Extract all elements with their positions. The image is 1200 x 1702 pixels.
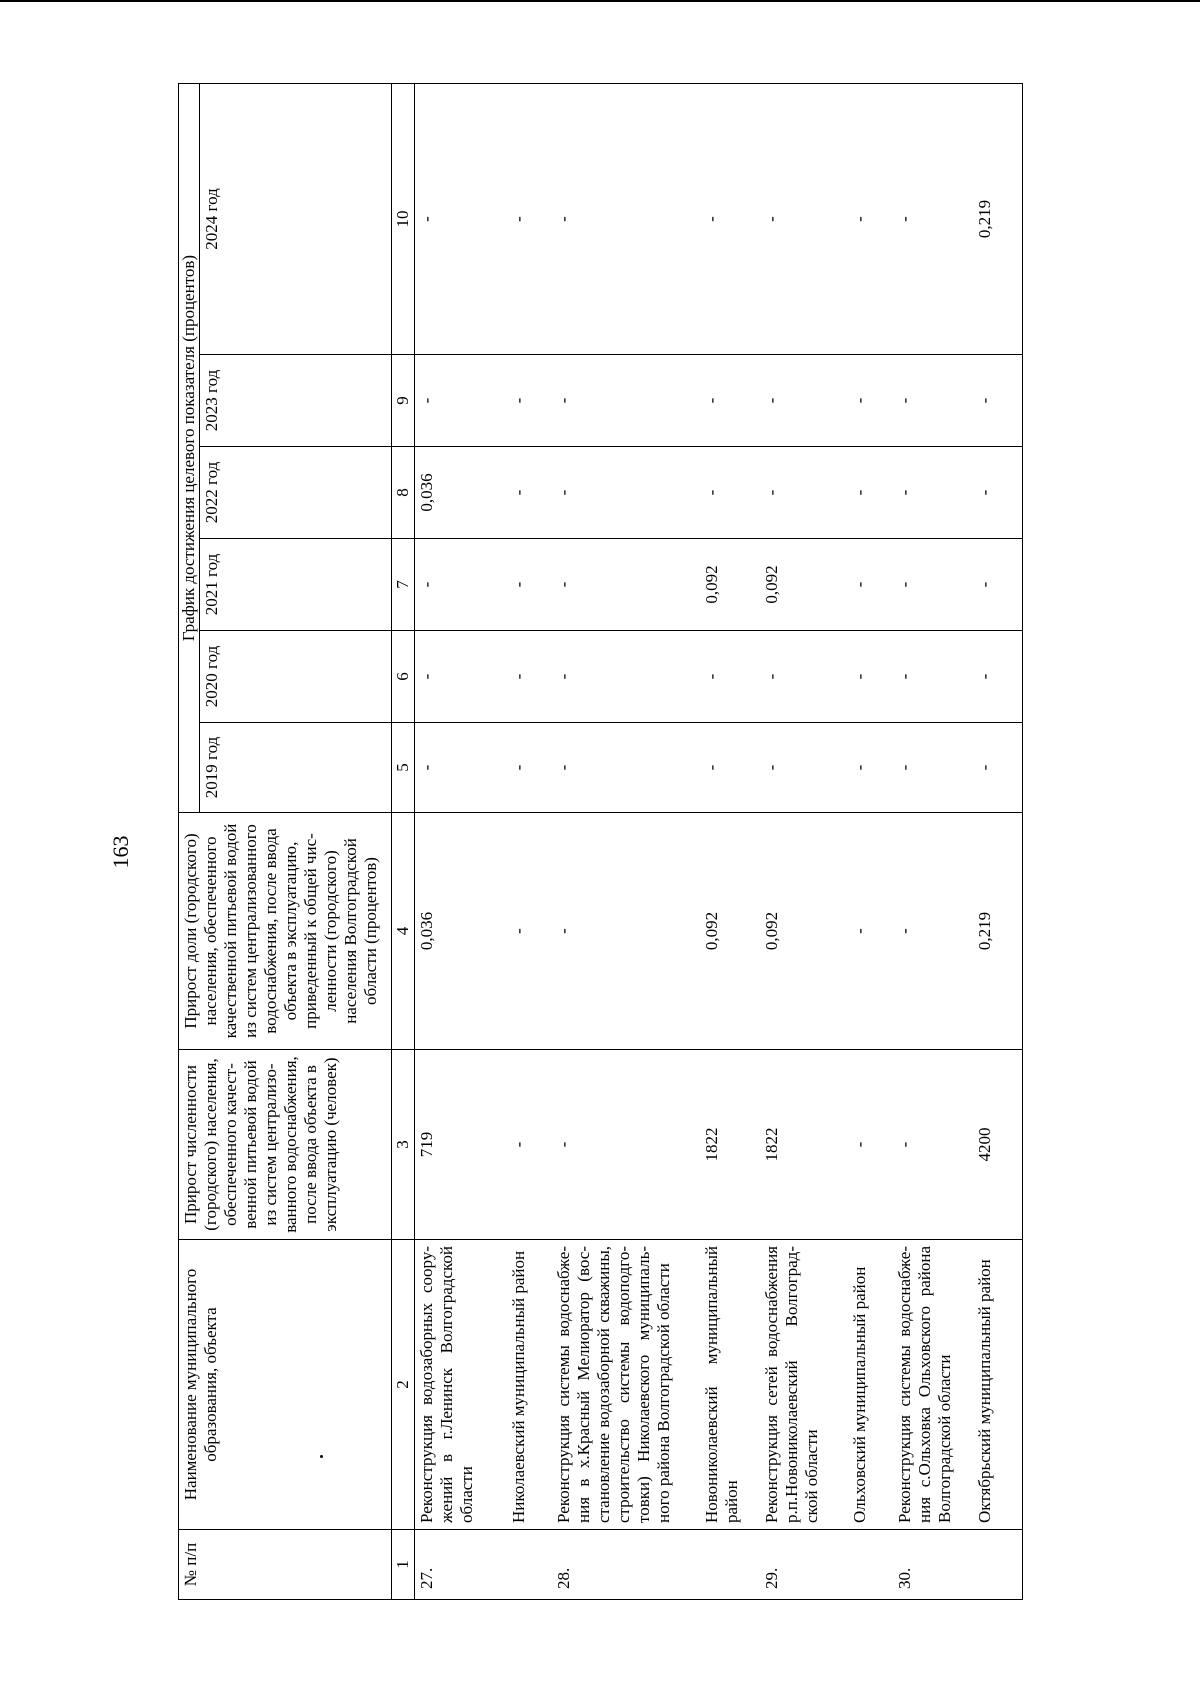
table-row bbox=[760, 83, 848, 1599]
row-number bbox=[507, 1530, 552, 1600]
table-row bbox=[700, 83, 760, 1599]
y2024-value: - bbox=[552, 83, 700, 354]
table-row bbox=[415, 83, 507, 1599]
share-value: 0,092 bbox=[700, 813, 760, 1050]
y2021-value: - bbox=[415, 539, 507, 631]
page-number: 163 bbox=[108, 835, 133, 869]
y2024-value: - bbox=[848, 83, 893, 354]
y2024-value: - bbox=[700, 83, 760, 354]
header-year-2019: 2019 год bbox=[200, 723, 392, 813]
column-number-row bbox=[392, 83, 415, 1599]
column-number: 8 bbox=[392, 447, 415, 539]
header-share: Прирост доли (городского) населения, обеспеченного качественной питьевой водой из систем централизованного водоснабжения, после ввода объекта в эксплуатацию, приведенный к общей чис-ленности (городского) населения Волгоградской области (процентов) bbox=[179, 813, 392, 1050]
y2020-value: - bbox=[415, 631, 507, 723]
header-name: Наименование муниципального образования, объекта bbox=[179, 1240, 392, 1530]
share-value: - bbox=[552, 813, 700, 1050]
y2021-value: 0,092 bbox=[700, 539, 760, 631]
population-value: - bbox=[507, 1050, 552, 1240]
y2024-value: - bbox=[893, 83, 973, 354]
column-number: 9 bbox=[392, 355, 415, 447]
y2023-value: - bbox=[507, 355, 552, 447]
population-value: - bbox=[848, 1050, 893, 1240]
population-value: 1822 bbox=[760, 1050, 848, 1240]
header-schedule: График достижения целевого показателя (процентов) bbox=[179, 83, 200, 812]
object-name: Реконструкция водозаборных соору-жений в г.Ленинск Волгоградской области bbox=[415, 1240, 507, 1530]
row-number: 29. bbox=[760, 1530, 848, 1600]
column-number: 1 bbox=[392, 1530, 415, 1600]
header-year-2024: 2024 год bbox=[200, 83, 392, 354]
y2023-value: - bbox=[552, 355, 700, 447]
y2022-value: - bbox=[893, 447, 973, 539]
y2019-value: - bbox=[893, 723, 973, 813]
y2021-value: 0,092 bbox=[760, 539, 848, 631]
y2024-value: 0,219 bbox=[973, 83, 1023, 354]
district-name: Октябрьский муниципальный район bbox=[973, 1240, 1023, 1530]
y2020-value: - bbox=[700, 631, 760, 723]
share-value: 0,036 bbox=[415, 813, 507, 1050]
population-value: 4200 bbox=[973, 1050, 1023, 1240]
target-indicator-table bbox=[178, 83, 1023, 1600]
y2022-value: - bbox=[973, 447, 1023, 539]
object-name: Реконструкция системы водоснабже-ния в х.Красный Мелиоратор (вос-становление водозаборной скважины, строительство системы водоподго-товки) Николаевского муниципаль-ного района Волгоградской области bbox=[552, 1240, 700, 1530]
y2019-value: - bbox=[760, 723, 848, 813]
y2024-value: - bbox=[415, 83, 507, 354]
header-year-2021: 2021 год bbox=[200, 539, 392, 631]
header-year-2020: 2020 год bbox=[200, 631, 392, 723]
object-name: Реконструкция системы водоснабже-ния с.Ольховка Ольховского района Волгоградской области bbox=[893, 1240, 973, 1530]
column-number: 5 bbox=[392, 723, 415, 813]
row-number bbox=[973, 1530, 1023, 1600]
y2020-value: - bbox=[848, 631, 893, 723]
column-number: 10 bbox=[392, 83, 415, 354]
y2021-value: - bbox=[973, 539, 1023, 631]
table-row bbox=[893, 83, 973, 1599]
header-population: Прирост численности (городского) населения, обеспеченного качест-венной питьевой водой из систем централизо-ванного водоснабжения, после ввода объекта в эксплуатацию (человек) bbox=[179, 1050, 392, 1240]
y2022-value: - bbox=[507, 447, 552, 539]
table-row bbox=[973, 83, 1023, 1599]
row-number bbox=[700, 1530, 760, 1600]
y2023-value: - bbox=[893, 355, 973, 447]
header-year-2022: 2022 год bbox=[200, 447, 392, 539]
y2021-value: - bbox=[507, 539, 552, 631]
y2020-value: - bbox=[973, 631, 1023, 723]
population-value: 1822 bbox=[700, 1050, 760, 1240]
y2022-value: - bbox=[552, 447, 700, 539]
y2023-value: - bbox=[700, 355, 760, 447]
column-number: 4 bbox=[392, 813, 415, 1050]
y2021-value: - bbox=[893, 539, 973, 631]
y2023-value: - bbox=[973, 355, 1023, 447]
y2019-value: - bbox=[700, 723, 760, 813]
y2019-value: - bbox=[552, 723, 700, 813]
y2021-value: - bbox=[848, 539, 893, 631]
y2019-value: - bbox=[507, 723, 552, 813]
share-value: 0,092 bbox=[760, 813, 848, 1050]
share-value: - bbox=[507, 813, 552, 1050]
district-name: Новониколаевский муниципальный район bbox=[700, 1240, 760, 1530]
y2021-value: - bbox=[552, 539, 700, 631]
column-number: 6 bbox=[392, 631, 415, 723]
row-number: 28. bbox=[552, 1530, 700, 1600]
y2023-value: - bbox=[760, 355, 848, 447]
column-number: 7 bbox=[392, 539, 415, 631]
population-value: - bbox=[893, 1050, 973, 1240]
y2024-value: - bbox=[760, 83, 848, 354]
table-row bbox=[848, 83, 893, 1599]
table-row bbox=[552, 83, 700, 1599]
table-row bbox=[507, 83, 552, 1599]
y2020-value: - bbox=[507, 631, 552, 723]
row-number bbox=[848, 1530, 893, 1600]
y2022-value: - bbox=[700, 447, 760, 539]
header-row bbox=[179, 83, 200, 1599]
share-value: - bbox=[848, 813, 893, 1050]
y2020-value: - bbox=[552, 631, 700, 723]
row-number: 27. bbox=[415, 1530, 507, 1600]
share-value: - bbox=[893, 813, 973, 1050]
y2022-value: - bbox=[848, 447, 893, 539]
row-number: 30. bbox=[893, 1530, 973, 1600]
object-name: Реконструкция сетей водоснабжения р.п.Новониколаевский Волгоград-ской области bbox=[760, 1240, 848, 1530]
y2019-value: - bbox=[973, 723, 1023, 813]
y2020-value: - bbox=[893, 631, 973, 723]
district-name: Николаевский муниципальный район bbox=[507, 1240, 552, 1530]
y2023-value: - bbox=[848, 355, 893, 447]
y2023-value: - bbox=[415, 355, 507, 447]
column-number: 3 bbox=[392, 1050, 415, 1240]
y2024-value: - bbox=[507, 83, 552, 354]
y2020-value: - bbox=[760, 631, 848, 723]
column-number: 2 bbox=[392, 1240, 415, 1530]
y2022-value: 0,036 bbox=[415, 447, 507, 539]
y2022-value: - bbox=[760, 447, 848, 539]
y2019-value: - bbox=[415, 723, 507, 813]
header-num: № п/п bbox=[179, 1530, 392, 1600]
population-value: - bbox=[552, 1050, 700, 1240]
share-value: 0,219 bbox=[973, 813, 1023, 1050]
header-year-2023: 2023 год bbox=[200, 355, 392, 447]
y2019-value: - bbox=[848, 723, 893, 813]
district-name: Ольховский муниципальный район bbox=[848, 1240, 893, 1530]
population-value: 719 bbox=[415, 1050, 507, 1240]
